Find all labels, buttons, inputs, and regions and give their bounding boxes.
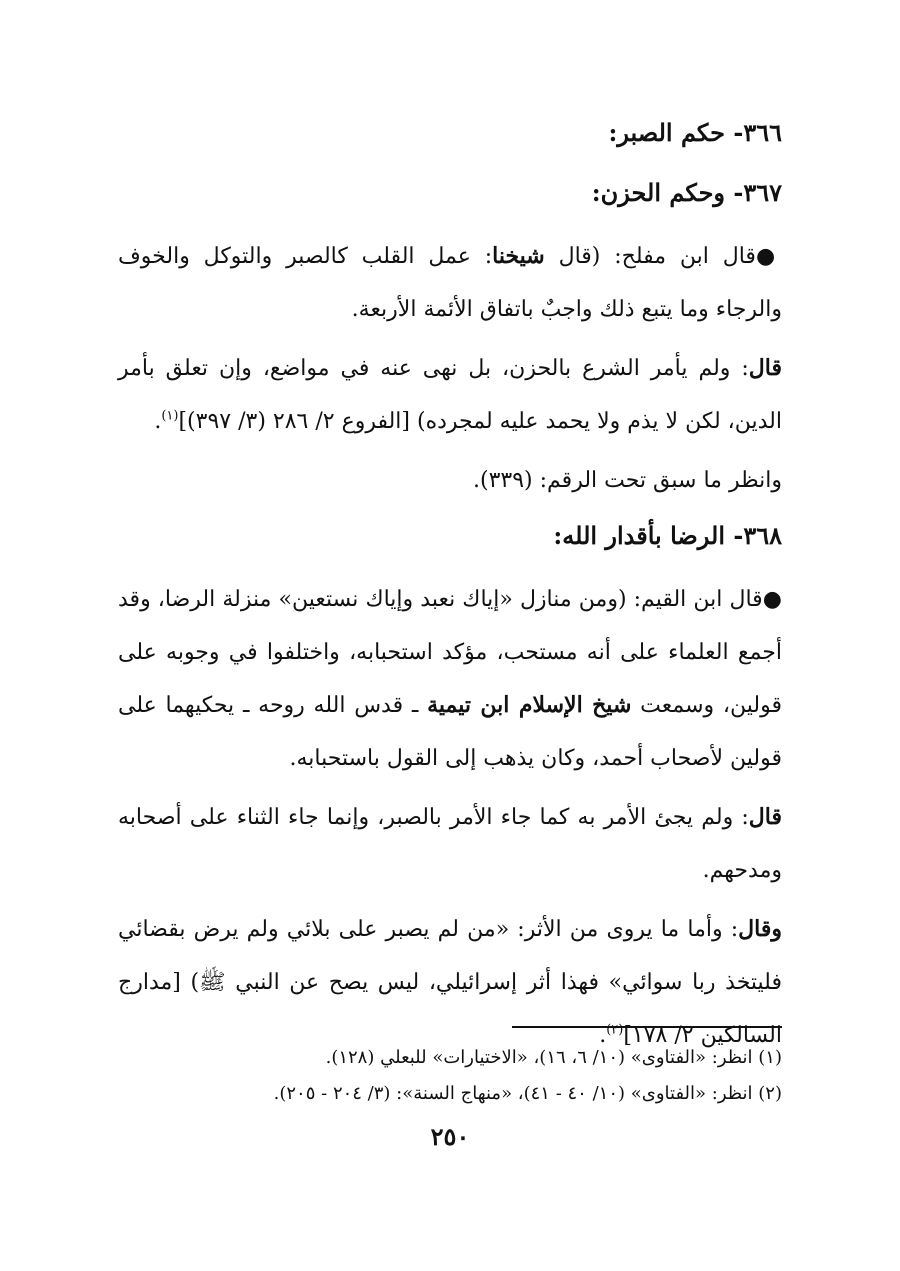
bold-term: وقال <box>738 916 782 942</box>
bullet-icon: ● <box>755 244 782 269</box>
page-number: ٢٥٠ <box>430 1122 470 1151</box>
paragraph-ibn-muflih <box>118 230 782 336</box>
bullet-icon: ● <box>762 587 782 612</box>
paragraph-ibn-qayyim <box>118 573 782 785</box>
footnote-divider <box>512 1026 782 1028</box>
paragraph-text: ـ قدس الله روحه ـ يحكيهما على قولين لأصحاب أحمد، وكان يذهب إلى القول باستحبابه. <box>118 693 782 771</box>
bold-term: شيخ الإسلام ابن تيمية <box>427 692 632 718</box>
paragraph-text: : ولم يأمر الشرع بالحزن، بل نهى عنه في مواضع، وإن تعلق بأمر الدين، لكن لا يذم ولا يحمد عليه لمجرده) [الفروع ٢/ ٢٨٦ (٣/ ٣٩٧)] <box>118 356 782 434</box>
heading-366: ٣٦٦- حكم الصبر: <box>608 118 782 147</box>
heading-367: ٣٦٧- وحكم الحزن: <box>591 178 782 207</box>
paragraph-text: : عمل القلب كالصبر والتوكل والخوف والرجاء وما يتبع ذلك واجبٌ باتفاق الأئمة الأربعة. <box>118 244 782 322</box>
paragraph-text: : ولم يجئ الأمر به كما جاء الأمر بالصبر، وإنما جاء الثناء على أصحابه ومدحهم. <box>118 805 782 883</box>
paragraph-qal-huzn <box>118 342 782 448</box>
footnote-marker: (١) <box>161 408 179 424</box>
paragraph-text: : وأما ما يروى من الأثر: «من لم يصبر على بلائي ولم يرض بقضائي فليتخذ ربا سوائي» فهذا أثر إسرائيلي، ليس يصح عن النبي ﷺ) [مدارج السالكين ٢/ ١٧٨] <box>118 917 782 1048</box>
bold-term: قال <box>748 355 782 381</box>
main-text <box>118 110 782 1062</box>
paragraph-text: قال ابن القيم: (ومن منازل «إياك نعبد وإياك نستعين» منزلة الرضا، وقد أجمع العلماء على أنه مستحب، مؤكد استحبابه، واختلفوا في وجوبه على قولين، وسمعت <box>118 587 782 718</box>
footnote-2: (٢) انظر: «الفتاوى» (١٠/ ٤٠ - ٤١)، «منهاج السنة»: (٣/ ٢٠٤ - ٢٠٥). <box>273 1083 782 1104</box>
paragraph-text: قال ابن مفلح: (قال <box>544 244 756 269</box>
paragraph-see-also: وانظر ما سبق تحت الرقم: (٣٣٩). <box>473 468 782 493</box>
paragraph-athar <box>118 903 782 1062</box>
paragraph-qal-ridha <box>118 791 782 897</box>
bold-term: قال <box>748 804 782 830</box>
heading-368: ٣٦٨- الرضا بأقدار الله: <box>553 521 782 550</box>
paragraph-end: . <box>599 1023 607 1048</box>
footnote-1: (١) انظر: «الفتاوى» (١٠/ ٦، ١٦)، «الاختيارات» للبعلي (١٢٨). <box>325 1047 782 1068</box>
footnotes <box>118 1040 782 1112</box>
footnote-marker: (٢) <box>606 1022 624 1038</box>
bold-term: شيخنا <box>492 243 545 269</box>
paragraph-end: . <box>154 409 162 434</box>
